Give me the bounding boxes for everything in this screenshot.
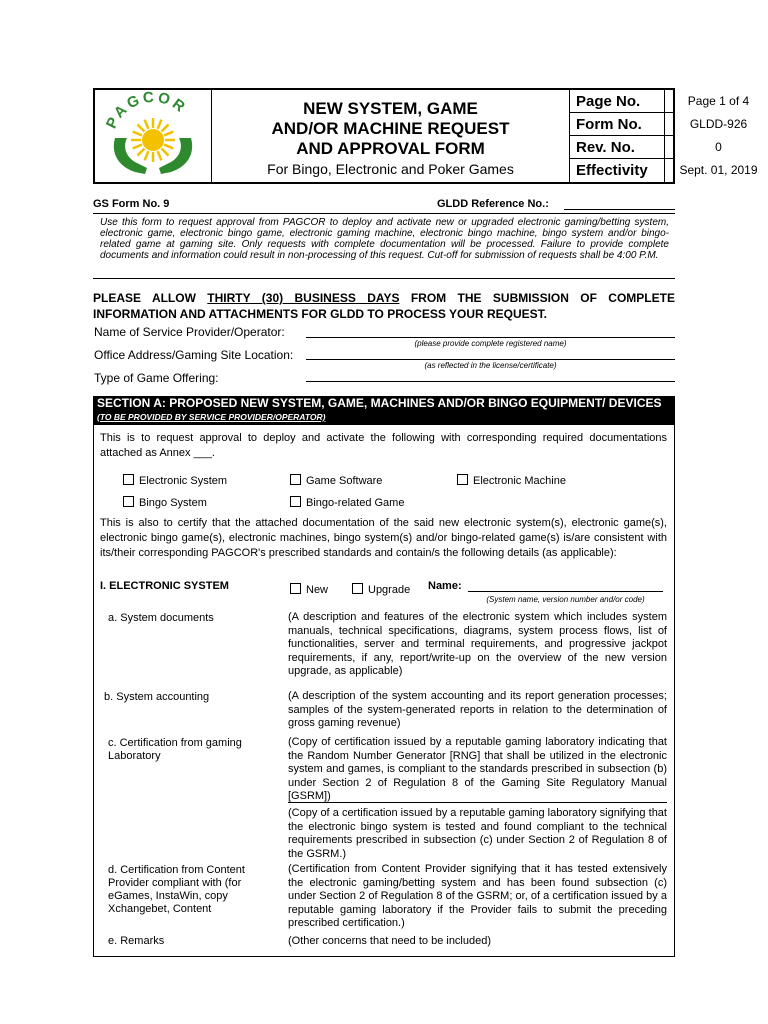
sun-ray <box>145 151 149 160</box>
item-b-label: b. System accounting <box>104 691 210 703</box>
item-e-label: e. Remarks <box>108 935 165 947</box>
sun-ray <box>161 124 168 131</box>
gs-form-no: GS Form No. 9 <box>93 198 170 210</box>
allow-notice <box>93 290 675 322</box>
game-type-input[interactable] <box>306 370 675 382</box>
office-address-label: Office Address/Gaming Site Location: <box>94 348 294 362</box>
name-label: Name: <box>428 580 462 592</box>
checkbox-label: Game Software <box>306 475 383 487</box>
item-c-divider <box>288 802 667 803</box>
checkbox-label: New <box>306 584 329 596</box>
pagcor-logo <box>95 90 212 182</box>
title-subtitle: For Bingo, Electronic and Poker Games <box>267 161 514 177</box>
form-header <box>93 88 758 184</box>
item-a-label: a. System documents <box>108 612 214 624</box>
checkbox-new[interactable] <box>290 580 328 598</box>
checkbox-label: Bingo System <box>139 497 207 509</box>
sun-ray <box>145 120 149 129</box>
meta-row-form <box>570 113 748 136</box>
provider-name-input[interactable] <box>306 326 675 338</box>
meta-row-rev <box>570 136 722 159</box>
item-b-desc: (A description of the system accounting and its report generation processes; samples of the system-generated reports in relation to the determination of gross gaming revenue) <box>288 690 667 730</box>
sun-ray <box>137 124 144 131</box>
sun-ray <box>161 148 168 155</box>
game-type-label: Type of Game Offering: <box>94 371 219 385</box>
system-name-input[interactable] <box>468 580 663 592</box>
item-d-label: d. Certification from Content Provider compliant with (for eGames, InstaWin, copy Xchangebet, Content <box>108 864 245 915</box>
title-cell <box>212 90 570 182</box>
section-a-intro: This is to request approval to deploy and activate the following with corresponding required documentations attached as Annex ___. <box>100 432 667 459</box>
section-a-title-small: (TO BE PROVIDED BY SERVICE PROVIDER/OPERATOR) <box>97 412 326 422</box>
checkbox-box[interactable] <box>290 474 301 485</box>
checkbox-label: Electronic Machine <box>473 475 566 487</box>
meta-label: Page No. <box>570 90 665 113</box>
provider-name-note: (please provide complete registered name) <box>414 339 567 348</box>
checkbox-box[interactable] <box>123 474 134 485</box>
sun-ray <box>133 132 142 136</box>
meta-value: Sept. 01, 2019 <box>679 163 758 177</box>
section-a-certify: This is also to certify that the attached documentation of the said new electronic system(s), electronic game(s), electronic bingo game(s), electronic machines, bingo system(s) and/or bingo-related game(s) is/are consistent with its/their corresponding PAGCOR's prescribed standards and contain/s the following details (as applicable): <box>100 517 667 559</box>
item-d-desc: (Certification from Content Provider signifying that it has tested extensively the electronic gaming/betting system and has been found subsection (c) under Section 2 of Regulation 8 of the GSRM; or, of a certification issued by a reputable gaming laboratory if the Provider fails to submit the preceding prescribed certification.) <box>288 863 667 930</box>
meta-label: Effectivity <box>570 159 665 182</box>
section-a-header <box>93 396 675 425</box>
allow-pre: PLEASE ALLOW <box>93 291 208 305</box>
checkbox-label: Electronic System <box>139 475 228 487</box>
checkbox-box[interactable] <box>290 583 301 594</box>
gldd-ref-input[interactable] <box>564 198 675 210</box>
item-c-desc-2: (Copy of a certification issued by a reputable gaming laboratory signifying that the electronic bingo system is tested and found compliant to the technical requirements prescribed in subsection (c) under Section 2 of Regulation 8 of the GSRM.) <box>288 807 667 860</box>
checkbox-label: Bingo-related Game <box>306 497 405 509</box>
checkbox-box[interactable] <box>457 474 468 485</box>
meta-row-effectivity <box>570 159 758 182</box>
checkbox-bingo-related-game[interactable] <box>290 493 404 511</box>
checkbox-electronic-system[interactable] <box>123 471 227 489</box>
title-line-1: NEW SYSTEM, GAME <box>303 99 478 118</box>
checkbox-upgrade[interactable] <box>352 580 410 598</box>
provider-name-label: Name of Service Provider/Operator: <box>94 325 285 339</box>
meta-value: GLDD-926 <box>689 117 748 131</box>
sun-ray <box>133 145 142 149</box>
checkbox-game-software[interactable] <box>290 471 382 489</box>
sun-ray <box>137 148 144 155</box>
item-c-desc: (Copy of certification issued by a reputable gaming laboratory indicating that the Random Number Generator [RNG] that shall be utilized in the electronic system and games, is compliant to the standards prescribed in subsection (b) under Section 2 of Regulation 8 of the Gaming Site Regulatory Manual [GSRM]) <box>288 736 667 803</box>
office-address-input[interactable] <box>306 348 675 360</box>
meta-value: Page 1 of 4 <box>687 94 750 108</box>
system-name-note: (System name, version number and/or code) <box>486 595 645 604</box>
checkbox-label: Upgrade <box>368 584 411 596</box>
checkbox-box[interactable] <box>290 496 301 507</box>
item-e-desc: (Other concerns that need to be included) <box>288 935 492 947</box>
gldd-ref-label: GLDD Reference No.: <box>437 198 549 210</box>
item-a-desc: (A description and features of the electronic system which includes system manuals, technical specifications, diagrams, system process flows, list of functionalities, server and terminal requirements, and progressive jackpot requirements, if any, report/write-up on the overview of the new version upgrade, as applicable) <box>288 611 667 678</box>
meta-row-page <box>570 90 750 113</box>
sun-ray <box>158 120 162 129</box>
title-line-2: AND/OR MACHINE REQUEST <box>271 119 510 138</box>
checkbox-box[interactable] <box>123 496 134 507</box>
section-a-title: SECTION A: PROPOSED NEW SYSTEM, GAME, MACHINES AND/OR BINGO EQUIPMENT/ DEVICES <box>97 396 662 410</box>
office-address-note: (as reflected in the license/certificate) <box>424 361 557 370</box>
item-c-label: c. Certification from gaming Laboratory <box>108 737 242 762</box>
title-line-3: AND APPROVAL FORM <box>296 139 485 158</box>
checkbox-electronic-machine[interactable] <box>457 471 566 489</box>
checkbox-box[interactable] <box>352 583 363 594</box>
sun-ray <box>164 132 173 136</box>
logo-text: PAGCOR <box>102 90 191 132</box>
allow-post: FROM THE SUBMISSION OF COMPLETE INFORMATION AND ATTACHMENTS FOR GLDD TO PROCESS YOUR REQUEST. <box>93 291 675 321</box>
notice-text: Use this form to request approval from PAGCOR to deploy and activate new or upgraded electronic gaming/betting system, electronic game, electronic bingo game, electronic gaming machine, electronic bingo machine, bingo system and/or bingo-related game at gaming site. Only requests with complete documentation will be processed. Failure to provide complete documents and information could result in non-processing of this request. Cut-off for submission of requests shall be 4:00 P.M. <box>93 213 675 279</box>
allow-underlined: THIRTY (30) BUSINESS DAYS <box>207 291 400 305</box>
meta-value: 0 <box>715 140 722 154</box>
sun-ray <box>164 145 173 149</box>
checkbox-bingo-system[interactable] <box>123 493 207 511</box>
meta-label: Rev. No. <box>570 136 665 159</box>
sun-ray <box>158 151 162 160</box>
meta-label: Form No. <box>570 113 665 136</box>
logo-cell <box>95 90 212 182</box>
electronic-system-title: I. ELECTRONIC SYSTEM <box>100 580 229 592</box>
